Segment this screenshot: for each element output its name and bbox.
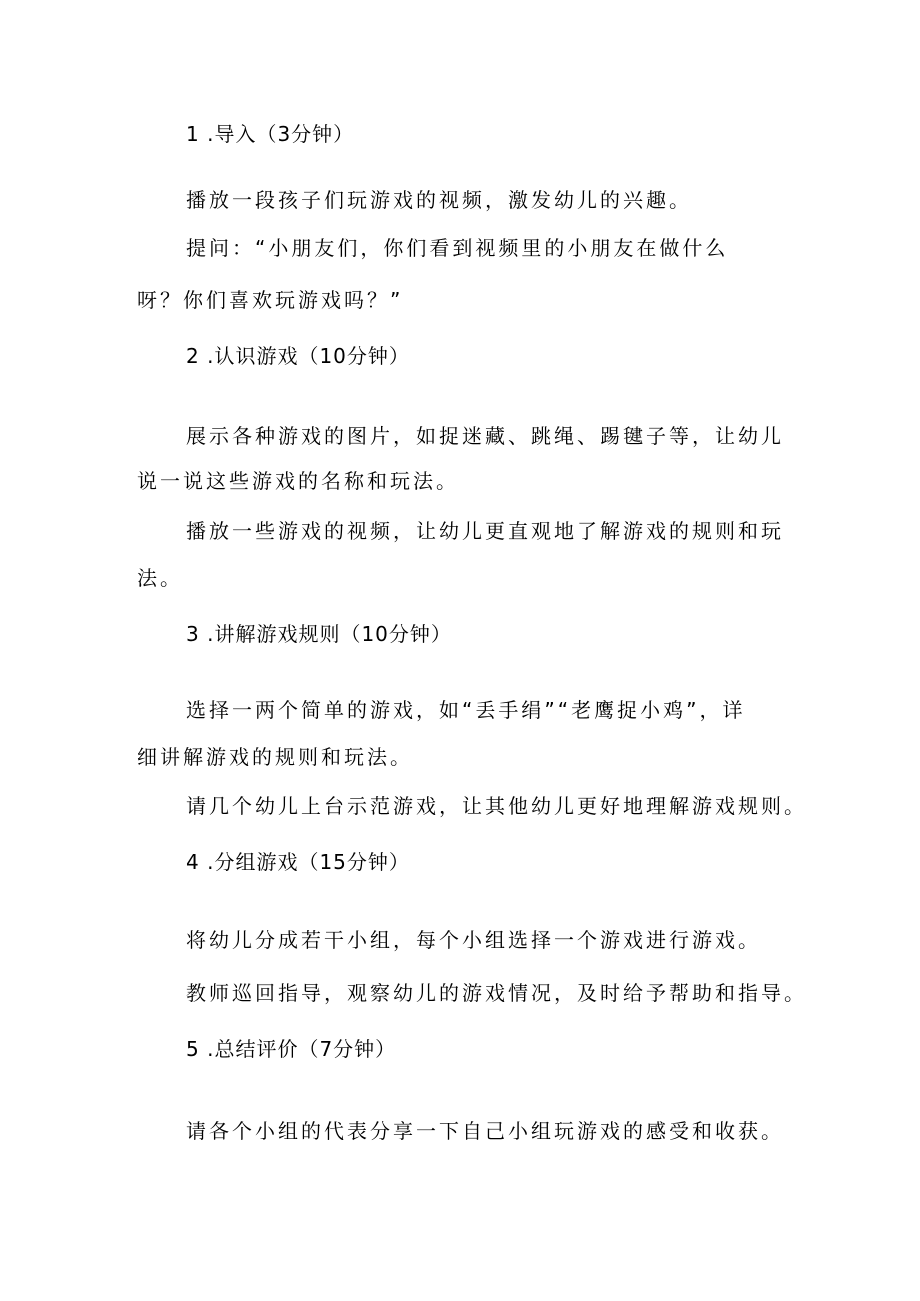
paragraph-line: 法。 [137,566,183,590]
section-heading: 3 .讲解游戏规则（10分钟） [186,622,452,646]
section-heading: 4 .分组游戏（15分钟） [186,850,410,874]
paragraph-line: 提问：“小朋友们，你们看到视频里的小朋友在做什么 [186,236,729,260]
paragraph-line: 教师巡回指导，观察幼儿的游戏情况，及时给予帮助和指导。 [186,981,807,1005]
paragraph-line: 说一说这些游戏的名称和玩法。 [137,469,459,493]
paragraph-line: 请几个幼儿上台示范游戏，让其他幼儿更好地理解游戏规则。 [186,794,807,818]
paragraph-line: 播放一些游戏的视频，让幼儿更直观地了解游戏的规则和玩 [186,519,784,543]
paragraph-line: 将幼儿分成若干小组，每个小组选择一个游戏进行游戏。 [186,928,761,952]
section-heading: 5 .总结评价（7分钟） [186,1037,397,1061]
section-heading: 2 .认识游戏（10分钟） [186,344,410,368]
paragraph-line: 展示各种游戏的图片，如捉迷藏、跳绳、踢毽子等，让幼儿 [186,424,784,448]
paragraph-line: 呀？你们喜欢玩游戏吗？” [137,288,404,312]
paragraph-line: 请各个小组的代表分享一下自己小组玩游戏的感受和收获。 [186,1119,784,1143]
paragraph-line: 播放一段孩子们玩游戏的视频，激发幼儿的兴趣。 [186,188,692,212]
paragraph-line: 细讲解游戏的规则和玩法。 [137,745,413,769]
paragraph-line: 选择一两个简单的游戏，如“丢手绢”“老鹰捉小鸡”，详 [186,698,746,722]
section-heading: 1 .导入（3分钟） [186,122,355,146]
